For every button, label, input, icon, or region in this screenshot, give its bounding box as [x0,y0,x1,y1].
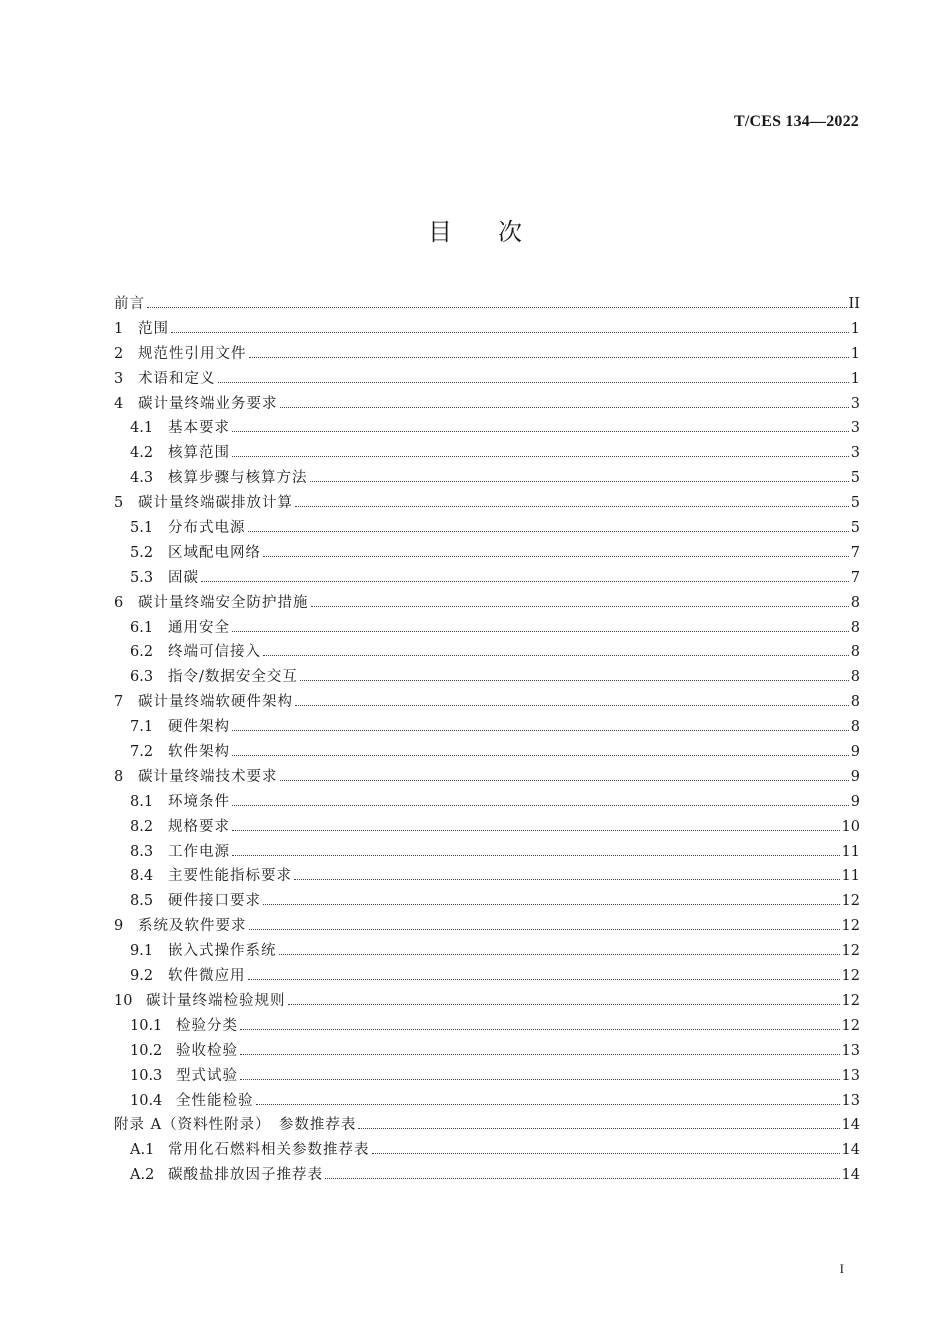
toc-entry[interactable] [114,1089,860,1114]
toc-entry-page: 8 [850,669,860,686]
toc-entry-page: 9 [850,744,860,761]
toc-entry-page: 12 [841,992,860,1009]
dot-leader [294,879,840,880]
toc-entry-page: 13 [841,1042,860,1059]
toc-entry[interactable] [114,342,860,367]
table-of-contents [114,292,860,1188]
dot-leader [311,606,849,607]
dot-leader [147,307,847,308]
toc-entry[interactable] [114,964,860,989]
toc-entry[interactable] [114,491,860,516]
toc-entry[interactable] [114,1064,860,1089]
toc-entry-label: 检验分类 [176,1017,238,1034]
toc-entry-label: 硬件架构 [168,719,230,736]
dot-leader [288,1004,840,1005]
toc-entry[interactable] [114,516,860,541]
toc-entry-page: 10 [841,818,860,835]
toc-entry-number: 5.2 [130,544,154,561]
toc-entry[interactable] [114,541,860,566]
toc-entry-label: 指令/数据安全交互 [168,669,298,686]
toc-entry-page: 8 [850,619,860,636]
toc-entry-page: 12 [841,968,860,985]
toc-entry-page: 13 [841,1067,860,1084]
toc-entry[interactable] [114,715,860,740]
toc-entry-page: 14 [841,1117,860,1134]
toc-entry-number: 8.1 [130,793,154,810]
dot-leader [240,1054,840,1055]
toc-entry-number: 8.5 [130,893,154,910]
toc-entry-page: 9 [850,793,860,810]
dot-leader [310,481,849,482]
toc-entry-label: 核算范围 [168,445,230,462]
toc-entry[interactable] [114,864,860,889]
toc-entry-page: 7 [850,569,860,586]
toc-entry-number: 6 [114,594,124,611]
toc-entry[interactable] [114,616,860,641]
standard-code: T/CES 134—2022 [733,113,859,130]
toc-entry-number: 8.3 [130,843,154,860]
toc-entry[interactable] [114,765,860,790]
toc-entry-number: 9 [114,918,124,935]
toc-entry-label: 前言 [114,296,145,312]
toc-entry-label: 碳计量终端软硬件架构 [138,694,293,711]
dot-leader [279,954,840,955]
toc-entry-label: 碳计量终端技术要求 [138,768,278,785]
toc-entry-label: 型式试验 [176,1067,238,1084]
toc-entry-label: 核算步骤与核算方法 [168,470,308,487]
toc-entry[interactable] [114,640,860,665]
dot-leader [280,780,849,781]
toc-entry-label: 碳计量终端检验规则 [146,992,286,1009]
toc-entry-page: 14 [841,1142,860,1159]
page-title: 目次 [428,218,568,246]
toc-entry-label: 附录 A（资料性附录） 参数推荐表 [114,1117,357,1134]
toc-entry-number: 8.2 [130,818,154,835]
toc-entry[interactable] [114,317,860,342]
toc-entry-number: 8 [114,768,124,785]
dot-leader [249,357,849,358]
toc-entry-label: 基本要求 [168,420,230,437]
toc-entry-number: 6.3 [130,669,154,686]
toc-entry-number: 8.4 [130,868,154,885]
toc-entry[interactable] [114,1014,860,1039]
toc-entry[interactable] [114,1113,860,1138]
toc-entry[interactable] [114,939,860,964]
toc-entry-label: 碳酸盐排放因子推荐表 [168,1167,323,1184]
toc-entry-label: 范围 [138,320,169,337]
toc-entry-label: 终端可信接入 [168,644,261,661]
dot-leader [325,1178,840,1179]
toc-entry-page: 11 [841,868,860,885]
dot-leader [263,655,849,656]
toc-entry-label: 通用安全 [168,619,230,636]
toc-entry-number: 10.4 [130,1092,163,1109]
toc-entry-label: 碳计量终端业务要求 [138,395,278,412]
dot-leader [295,705,849,706]
toc-entry-number: 1 [114,320,124,337]
toc-entry[interactable] [114,840,860,865]
toc-entry-number: 7.2 [130,744,154,761]
toc-entry[interactable] [114,740,860,765]
toc-entry[interactable] [114,441,860,466]
toc-entry-number: 9.1 [130,943,154,960]
dot-leader [249,929,840,930]
toc-entry-label: 软件微应用 [168,968,246,985]
toc-entry-label: 区域配电网络 [168,544,261,561]
toc-entry-label: 固碳 [168,569,199,586]
toc-entry[interactable] [114,889,860,914]
toc-entry-number: 4.1 [130,420,154,437]
dot-leader [232,805,849,806]
dot-leader [232,456,849,457]
toc-entry-number: 5.3 [130,569,154,586]
toc-entry-page: 12 [841,943,860,960]
dot-leader [232,830,840,831]
dot-leader [201,581,849,582]
dot-leader [240,1029,840,1030]
toc-entry-label: 全性能检验 [176,1092,254,1109]
toc-entry-page: 3 [850,420,860,437]
toc-entry-label: 验收检验 [176,1042,238,1059]
toc-entry-page: 8 [850,644,860,661]
page-number: I [839,1261,844,1276]
dot-leader [232,755,849,756]
toc-entry-number: 10 [114,992,133,1009]
toc-entry[interactable] [114,367,860,392]
toc-entry-page: 8 [850,694,860,711]
toc-entry-page: 14 [841,1167,860,1184]
toc-entry-label: 工作电源 [168,843,230,860]
toc-entry[interactable] [114,591,860,616]
dot-leader [280,407,849,408]
toc-entry-page: 8 [850,719,860,736]
toc-entry-label: 软件架构 [168,744,230,761]
toc-entry-number: 3 [114,370,124,387]
dot-leader [300,680,849,681]
toc-entry[interactable] [114,1138,860,1163]
toc-entry-number: A.2 [130,1167,155,1184]
toc-entry-number: 9.2 [130,968,154,985]
toc-entry-page: 11 [841,843,860,860]
toc-entry[interactable] [114,815,860,840]
toc-entry-label: 碳计量终端安全防护措施 [138,594,309,611]
toc-entry-label: 术语和定义 [138,370,216,387]
dot-leader [218,382,849,383]
toc-entry[interactable] [114,665,860,690]
dot-leader [232,431,849,432]
toc-entry-number: 10.3 [130,1067,163,1084]
toc-entry-number: 4.3 [130,470,154,487]
dot-leader [295,506,849,507]
toc-entry-page: 13 [841,1092,860,1109]
toc-entry-label: 系统及软件要求 [138,918,247,935]
dot-leader [240,1079,840,1080]
toc-entry[interactable] [114,989,860,1014]
toc-entry-number: 5.1 [130,520,154,537]
toc-entry-page: 8 [850,594,860,611]
toc-entry-page: 1 [850,345,860,362]
toc-entry-page: II [848,296,860,312]
dot-leader [358,1128,839,1129]
toc-entry-page: 9 [850,768,860,785]
toc-entry-page: 1 [850,320,860,337]
toc-entry-page: 5 [850,520,860,537]
toc-entry-page: 12 [841,1017,860,1034]
dot-leader [171,332,849,333]
toc-entry-page: 5 [850,495,860,512]
toc-entry[interactable] [114,292,860,317]
toc-entry-number: 5 [114,495,124,512]
toc-entry-label: 分布式电源 [168,520,246,537]
dot-leader [232,730,849,731]
toc-entry[interactable] [114,1163,860,1188]
toc-entry-number: 4 [114,395,124,412]
toc-entry-number: 7.1 [130,719,154,736]
dot-leader [263,556,849,557]
toc-entry-number: 6.2 [130,644,154,661]
toc-entry[interactable] [114,1039,860,1064]
dot-leader [248,531,849,532]
dot-leader [263,904,840,905]
toc-entry[interactable] [114,914,860,939]
toc-entry-number: 10.2 [130,1042,163,1059]
toc-entry-page: 12 [841,893,860,910]
toc-entry[interactable] [114,790,860,815]
dot-leader [232,631,849,632]
toc-entry-page: 12 [841,918,860,935]
dot-leader [248,979,840,980]
toc-entry[interactable] [114,416,860,441]
toc-entry-page: 7 [850,544,860,561]
toc-entry-label: 环境条件 [168,793,230,810]
toc-entry-label: 常用化石燃料相关参数推荐表 [168,1142,370,1159]
toc-entry-page: 1 [850,370,860,387]
toc-entry-number: 6.1 [130,619,154,636]
toc-entry[interactable] [114,466,860,491]
toc-entry-number: 4.2 [130,445,154,462]
toc-entry-page: 5 [850,470,860,487]
toc-entry-label: 规范性引用文件 [138,345,247,362]
toc-entry-label: 嵌入式操作系统 [168,943,277,960]
toc-entry[interactable] [114,566,860,591]
toc-entry-label: 规格要求 [168,818,230,835]
toc-entry[interactable] [114,392,860,417]
toc-entry-number: 2 [114,345,124,362]
toc-entry-page: 3 [850,395,860,412]
dot-leader [372,1153,840,1154]
toc-entry-number: A.1 [130,1142,155,1159]
dot-leader [256,1104,840,1105]
toc-entry[interactable] [114,690,860,715]
toc-entry-label: 硬件接口要求 [168,893,261,910]
toc-entry-page: 3 [850,445,860,462]
dot-leader [232,855,840,856]
toc-entry-label: 主要性能指标要求 [168,868,292,885]
toc-entry-number: 10.1 [130,1017,163,1034]
toc-entry-number: 7 [114,694,124,711]
toc-entry-label: 碳计量终端碳排放计算 [138,495,293,512]
